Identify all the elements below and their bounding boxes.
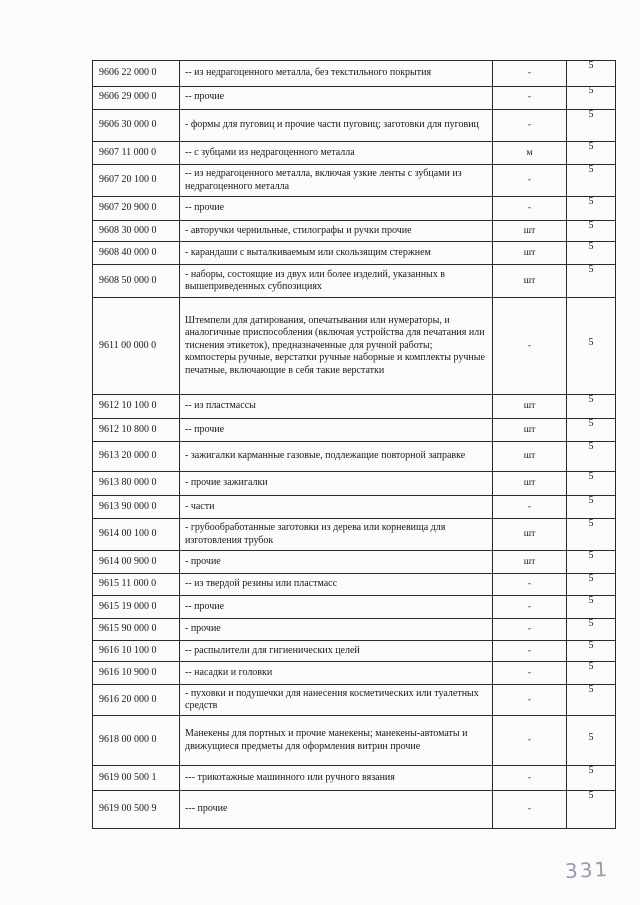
- tnved-code-cell: 9613 20 000 0: [93, 442, 180, 471]
- rate-cell: [567, 110, 615, 141]
- rate-cell-value: 5: [588, 790, 594, 801]
- table-row: [92, 298, 616, 395]
- rate-cell: [567, 766, 615, 790]
- rate-cell-value: 5: [588, 573, 594, 584]
- description-cell: - наборы, состоящие из двух или более изделий, указанных в вышеприведенных субпозициях: [180, 265, 493, 297]
- rate-cell-value: 5: [588, 495, 594, 506]
- unit-cell: -: [493, 716, 567, 765]
- tnved-code-cell: 9612 10 800 0: [93, 419, 180, 441]
- tnved-code-cell: 9614 00 100 0: [93, 519, 180, 550]
- description-cell: -- из твердой резины или пластмасс: [180, 574, 493, 595]
- rate-cell-value: 5: [588, 220, 594, 231]
- tnved-code-cell: 9608 50 000 0: [93, 265, 180, 297]
- description-cell: - карандаши с выталкиваемым или скользящим стержнем: [180, 242, 493, 264]
- description-cell: -- прочие: [180, 596, 493, 618]
- table-row: [92, 395, 616, 419]
- rate-cell: [567, 395, 615, 418]
- table-row: [92, 265, 616, 298]
- table-row: [92, 221, 616, 242]
- description-cell: - прочие: [180, 619, 493, 640]
- unit-cell: шт: [493, 472, 567, 495]
- tnved-code-cell: 9619 00 500 1: [93, 766, 180, 790]
- rate-cell: [567, 641, 615, 661]
- rate-cell-value: 5: [588, 684, 594, 695]
- tnved-code-cell: 9615 19 000 0: [93, 596, 180, 618]
- unit-cell: -: [493, 165, 567, 196]
- rate-cell-value: 5: [588, 418, 594, 429]
- rate-cell-value: 5: [588, 618, 594, 629]
- description-cell: -- насадки и головки: [180, 662, 493, 684]
- tnved-code-cell: 9606 29 000 0: [93, 86, 180, 109]
- description-cell: - прочие: [180, 551, 493, 573]
- table-row: [92, 619, 616, 641]
- description-cell: - грубообработанные заготовки из дерева или корневища для изготовления трубок: [180, 519, 493, 550]
- rate-cell-value: 5: [588, 241, 594, 252]
- rate-cell: [567, 716, 615, 765]
- rate-cell: [567, 442, 615, 471]
- rate-cell-value: 5: [588, 595, 594, 606]
- description-cell: -- прочие: [180, 86, 493, 109]
- unit-cell: шт: [493, 519, 567, 550]
- rate-cell-value: 5: [588, 518, 594, 529]
- unit-cell: -: [493, 110, 567, 141]
- rate-cell: [567, 221, 615, 241]
- rate-cell: [567, 791, 615, 828]
- table-row: [92, 519, 616, 551]
- rate-cell-value: 5: [588, 60, 594, 71]
- unit-cell: -: [493, 791, 567, 828]
- tnved-code-cell: 9611 00 000 0: [93, 298, 180, 394]
- description-cell: -- из недрагоценного металла, включая узкие ленты с зубцами из недрагоценного металла: [180, 165, 493, 196]
- rate-cell: [567, 662, 615, 684]
- unit-cell: шт: [493, 221, 567, 241]
- description-cell: --- трикотажные машинного или ручного вязания: [180, 766, 493, 790]
- description-cell: -- с зубцами из недрагоценного металла: [180, 142, 493, 164]
- tnved-code-cell: 9615 90 000 0: [93, 619, 180, 640]
- rate-cell: [567, 298, 615, 394]
- tnved-code-cell: 9616 10 100 0: [93, 641, 180, 661]
- table-row: [92, 662, 616, 685]
- table-row: [92, 60, 616, 87]
- tnved-code-cell: 9616 20 000 0: [93, 685, 180, 715]
- unit-cell: шт: [493, 395, 567, 418]
- description-cell: -- прочие: [180, 197, 493, 220]
- table-row: [92, 496, 616, 519]
- table-row: [92, 242, 616, 265]
- table-row: [92, 165, 616, 197]
- description-cell: --- прочие: [180, 791, 493, 828]
- description-cell: - пуховки и подушечки для нанесения косметических или туалетных средств: [180, 685, 493, 715]
- table-row: [92, 766, 616, 791]
- tnved-code-cell: 9618 00 000 0: [93, 716, 180, 765]
- rate-cell: [567, 496, 615, 518]
- tnved-code-cell: 9612 10 100 0: [93, 395, 180, 418]
- description-cell: - авторучки чернильные, стилографы и ручки прочие: [180, 221, 493, 241]
- unit-cell: -: [493, 685, 567, 715]
- unit-cell: шт: [493, 442, 567, 471]
- table-row: [92, 86, 616, 110]
- unit-cell: -: [493, 197, 567, 220]
- rate-cell: [567, 574, 615, 595]
- table-row: [92, 574, 616, 596]
- rate-cell-value: 5: [588, 765, 594, 776]
- rate-cell-value: 5: [588, 640, 594, 651]
- description-cell: -- из недрагоценного металла, без текстильного покрытия: [180, 61, 493, 86]
- rate-cell-value: 5: [588, 85, 594, 96]
- description-cell: -- распылители для гигиенических целей: [180, 641, 493, 661]
- rate-cell-value: 5: [588, 471, 594, 482]
- handwritten-page-number: 331: [564, 856, 610, 884]
- rate-cell: [567, 142, 615, 164]
- table-row: [92, 791, 616, 829]
- table-row: [92, 442, 616, 472]
- unit-cell: -: [493, 766, 567, 790]
- rate-cell: [567, 619, 615, 640]
- table-row: [92, 551, 616, 574]
- table-row: [92, 197, 616, 221]
- unit-cell: шт: [493, 419, 567, 441]
- unit-cell: -: [493, 61, 567, 86]
- tnved-code-cell: 9608 30 000 0: [93, 221, 180, 241]
- rate-cell-value: 5: [588, 196, 594, 207]
- rate-cell-value: 5: [588, 141, 594, 152]
- rate-cell: [567, 419, 615, 441]
- table-row: [92, 596, 616, 619]
- table-row: [92, 641, 616, 662]
- rate-cell: [567, 61, 615, 86]
- unit-cell: шт: [493, 551, 567, 573]
- description-cell: - формы для пуговиц и прочие части пуговиц; заготовки для пуговиц: [180, 110, 493, 141]
- unit-cell: -: [493, 298, 567, 394]
- rate-cell-value: 5: [588, 264, 594, 275]
- rate-cell-value: 5: [588, 394, 594, 405]
- tnved-code-cell: 9607 20 100 0: [93, 165, 180, 196]
- unit-cell: -: [493, 574, 567, 595]
- rate-cell-value: 5: [588, 731, 594, 743]
- description-cell: -- из пластмассы: [180, 395, 493, 418]
- description-cell: -- прочие: [180, 419, 493, 441]
- unit-cell: шт: [493, 242, 567, 264]
- rate-cell: [567, 197, 615, 220]
- description-cell: - зажигалки карманные газовые, подлежащие повторной заправке: [180, 442, 493, 471]
- table-row: [92, 716, 616, 766]
- unit-cell: шт: [493, 265, 567, 297]
- tnved-code-cell: 9614 00 900 0: [93, 551, 180, 573]
- rate-cell-value: 5: [588, 441, 594, 452]
- table-row: [92, 142, 616, 165]
- tnved-code-cell: 9613 80 000 0: [93, 472, 180, 495]
- unit-cell: -: [493, 496, 567, 518]
- unit-cell: -: [493, 596, 567, 618]
- tnved-code-cell: 9613 90 000 0: [93, 496, 180, 518]
- rate-cell: [567, 596, 615, 618]
- unit-cell: -: [493, 86, 567, 109]
- unit-cell: -: [493, 619, 567, 640]
- table-row: [92, 685, 616, 716]
- description-cell: - прочие зажигалки: [180, 472, 493, 495]
- tnved-code-cell: 9607 20 900 0: [93, 197, 180, 220]
- rate-cell-value: 5: [588, 164, 594, 175]
- tnved-code-cell: 9616 10 900 0: [93, 662, 180, 684]
- rate-cell: [567, 472, 615, 495]
- rate-cell: [567, 242, 615, 264]
- rate-cell-value: 5: [588, 550, 594, 561]
- table-row: [92, 472, 616, 496]
- tnved-code-cell: 9607 11 000 0: [93, 142, 180, 164]
- rate-cell: [567, 86, 615, 109]
- description-cell: Штемпели для датирования, опечатывания или нумераторы, и аналогичные приспособления (включая устройства для печатания или тиснения этикеток), предназначенные для ручной работы; компостеры ручные, верстатки ручные наборные и комплекты ручные печатные, включающие в себя такие верстатки: [180, 298, 493, 394]
- unit-cell: -: [493, 641, 567, 661]
- table-row: [92, 110, 616, 142]
- tnved-code-cell: 9619 00 500 9: [93, 791, 180, 828]
- rate-cell: [567, 551, 615, 573]
- rate-cell: [567, 519, 615, 550]
- table-row: [92, 419, 616, 442]
- rate-cell: [567, 685, 615, 715]
- rate-cell: [567, 165, 615, 196]
- rate-cell: [567, 265, 615, 297]
- rate-cell-value: 5: [588, 109, 594, 120]
- tnved-code-cell: 9606 22 000 0: [93, 61, 180, 86]
- tnved-code-cell: 9615 11 000 0: [93, 574, 180, 595]
- unit-cell: -: [493, 662, 567, 684]
- rate-cell-value: 5: [588, 661, 594, 672]
- description-cell: Манекены для портных и прочие манекены; манекены-автоматы и движущиеся предметы для оформления витрин прочие: [180, 716, 493, 765]
- description-cell: - части: [180, 496, 493, 518]
- unit-cell: м: [493, 142, 567, 164]
- tnved-code-cell: 9606 30 000 0: [93, 110, 180, 141]
- rate-cell-value: 5: [588, 337, 594, 348]
- tnved-code-cell: 9608 40 000 0: [93, 242, 180, 264]
